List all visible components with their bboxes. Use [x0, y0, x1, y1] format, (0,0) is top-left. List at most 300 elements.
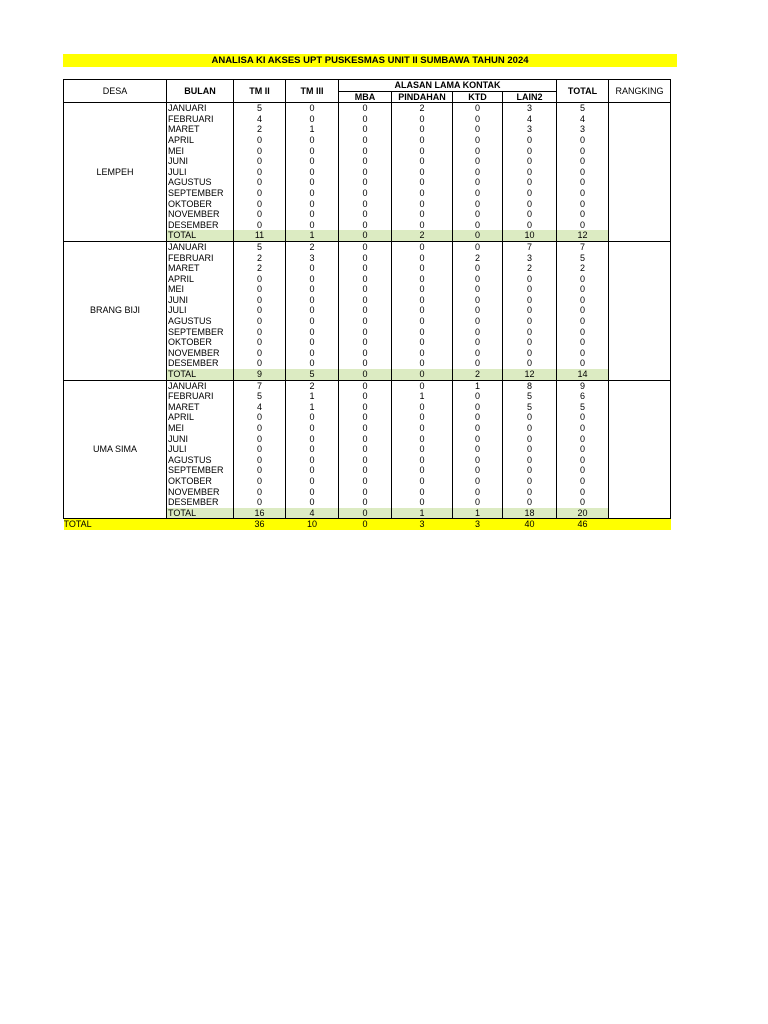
cell-total: 2 [557, 263, 609, 274]
cell-pindahan: 0 [392, 423, 453, 434]
cell-tm2: 2 [234, 253, 286, 264]
cell-ktd: 0 [453, 316, 503, 327]
cell-tm3: 0 [286, 455, 339, 466]
cell-ktd: 0 [453, 167, 503, 178]
cell-ktd: 0 [453, 402, 503, 413]
cell-lain2: 0 [503, 337, 557, 348]
cell-tm2: 0 [234, 487, 286, 498]
cell-pindahan: 0 [392, 114, 453, 125]
cell-ktd: 0 [453, 423, 503, 434]
cell-total: 5 [557, 103, 609, 114]
month-cell: JULI [167, 444, 234, 455]
cell-ktd: 0 [453, 412, 503, 423]
cell-pindahan: 0 [392, 337, 453, 348]
table-row [64, 380, 671, 391]
cell-tm3: 0 [286, 114, 339, 125]
month-cell: OKTOBER [167, 337, 234, 348]
cell-ktd: 0 [453, 114, 503, 125]
cell-tm2: 2 [234, 263, 286, 274]
month-cell: APRIL [167, 135, 234, 146]
grand-total-label: TOTAL [64, 519, 167, 530]
cell-mba: 0 [339, 199, 392, 210]
cell-mba: 0 [339, 305, 392, 316]
cell-mba: 0 [339, 402, 392, 413]
cell-lain2: 0 [503, 156, 557, 167]
village-name: LEMPEH [64, 103, 167, 242]
cell-total: 0 [557, 209, 609, 220]
header-rangking: RANGKING [609, 80, 671, 103]
cell-lain2: 12 [503, 369, 557, 380]
cell-tm2: 5 [234, 391, 286, 402]
cell-mba: 0 [339, 508, 392, 519]
cell-tm3: 1 [286, 391, 339, 402]
cell-pindahan: 2 [392, 230, 453, 241]
cell-total: 0 [557, 444, 609, 455]
cell-ktd: 0 [453, 476, 503, 487]
month-cell: FEBRUARI [167, 114, 234, 125]
cell-lain2: 0 [503, 444, 557, 455]
month-cell: MARET [167, 124, 234, 135]
month-cell: JANUARI [167, 241, 234, 252]
cell-pindahan: 0 [392, 167, 453, 178]
cell-tm3: 0 [286, 135, 339, 146]
cell-lain2: 0 [503, 135, 557, 146]
cell-total: 0 [557, 177, 609, 188]
cell-mba: 0 [339, 124, 392, 135]
cell-pindahan: 0 [392, 188, 453, 199]
cell-tm3: 0 [286, 167, 339, 178]
cell-ktd: 0 [453, 305, 503, 316]
cell-ktd: 0 [453, 220, 503, 231]
cell-lain2: 0 [503, 274, 557, 285]
cell-tm2: 0 [234, 316, 286, 327]
cell-tm3: 0 [286, 209, 339, 220]
month-cell: NOVEMBER [167, 348, 234, 359]
header-pindahan: PINDAHAN [392, 91, 453, 103]
month-cell: APRIL [167, 274, 234, 285]
cell-ktd: 0 [453, 199, 503, 210]
cell-ktd: 0 [453, 465, 503, 476]
cell-tm3: 0 [286, 337, 339, 348]
cell-lain2: 5 [503, 402, 557, 413]
cell-total: 14 [557, 369, 609, 380]
cell-mba: 0 [339, 230, 392, 241]
cell-tm3: 2 [286, 241, 339, 252]
cell-pindahan: 1 [392, 508, 453, 519]
cell-mba: 0 [339, 497, 392, 508]
month-cell: DESEMBER [167, 358, 234, 369]
cell-mba: 0 [339, 412, 392, 423]
month-cell: DESEMBER [167, 220, 234, 231]
cell-ktd: 0 [453, 391, 503, 402]
cell-pindahan: 0 [392, 455, 453, 466]
month-cell: FEBRUARI [167, 253, 234, 264]
month-cell: JANUARI [167, 380, 234, 391]
grand-total-tm3: 10 [286, 519, 339, 530]
cell-mba: 0 [339, 476, 392, 487]
month-cell: APRIL [167, 412, 234, 423]
cell-ktd: 0 [453, 444, 503, 455]
cell-lain2: 2 [503, 263, 557, 274]
cell-ktd: 0 [453, 124, 503, 135]
cell-lain2: 5 [503, 391, 557, 402]
cell-tm3: 0 [286, 220, 339, 231]
cell-tm3: 0 [286, 316, 339, 327]
cell-lain2: 0 [503, 209, 557, 220]
cell-lain2: 0 [503, 348, 557, 359]
cell-tm3: 3 [286, 253, 339, 264]
cell-lain2: 18 [503, 508, 557, 519]
grand-total-empty [167, 519, 234, 530]
cell-ktd: 0 [453, 241, 503, 252]
month-cell: AGUSTUS [167, 455, 234, 466]
cell-ktd: 0 [453, 135, 503, 146]
cell-lain2: 0 [503, 284, 557, 295]
cell-mba: 0 [339, 274, 392, 285]
cell-total: 3 [557, 124, 609, 135]
month-cell: TOTAL [167, 369, 234, 380]
cell-mba: 0 [339, 295, 392, 306]
cell-mba: 0 [339, 358, 392, 369]
cell-total: 0 [557, 423, 609, 434]
cell-pindahan: 0 [392, 444, 453, 455]
cell-total: 7 [557, 241, 609, 252]
cell-mba: 0 [339, 380, 392, 391]
cell-ktd: 1 [453, 508, 503, 519]
cell-mba: 0 [339, 188, 392, 199]
month-cell: SEPTEMBER [167, 465, 234, 476]
cell-lain2: 0 [503, 146, 557, 157]
cell-total: 0 [557, 167, 609, 178]
cell-lain2: 0 [503, 423, 557, 434]
cell-pindahan: 0 [392, 476, 453, 487]
cell-pindahan: 0 [392, 209, 453, 220]
cell-lain2: 0 [503, 487, 557, 498]
cell-ktd: 0 [453, 263, 503, 274]
cell-lain2: 0 [503, 220, 557, 231]
cell-tm3: 0 [286, 412, 339, 423]
cell-lain2: 3 [503, 103, 557, 114]
cell-tm3: 0 [286, 177, 339, 188]
month-cell: OKTOBER [167, 476, 234, 487]
cell-total: 0 [557, 348, 609, 359]
cell-tm2: 0 [234, 295, 286, 306]
cell-pindahan: 0 [392, 124, 453, 135]
grand-total-lain2: 40 [503, 519, 557, 530]
cell-lain2: 10 [503, 230, 557, 241]
cell-lain2: 0 [503, 465, 557, 476]
month-cell: SEPTEMBER [167, 188, 234, 199]
header-row-1 [64, 80, 671, 92]
cell-tm3: 0 [286, 156, 339, 167]
cell-tm3: 0 [286, 348, 339, 359]
cell-tm2: 0 [234, 188, 286, 199]
cell-tm3: 0 [286, 199, 339, 210]
cell-lain2: 0 [503, 199, 557, 210]
cell-pindahan: 0 [392, 487, 453, 498]
cell-pindahan: 0 [392, 327, 453, 338]
cell-mba: 0 [339, 391, 392, 402]
grand-total-total: 46 [557, 519, 609, 530]
cell-lain2: 0 [503, 316, 557, 327]
cell-tm2: 0 [234, 177, 286, 188]
cell-tm2: 0 [234, 220, 286, 231]
month-cell: AGUSTUS [167, 177, 234, 188]
cell-tm3: 0 [286, 487, 339, 498]
header-mba: MBA [339, 91, 392, 103]
cell-tm2: 0 [234, 135, 286, 146]
grand-total-ktd: 3 [453, 519, 503, 530]
cell-pindahan: 0 [392, 380, 453, 391]
cell-mba: 0 [339, 337, 392, 348]
cell-mba: 0 [339, 369, 392, 380]
month-cell: JULI [167, 167, 234, 178]
cell-pindahan: 0 [392, 369, 453, 380]
cell-total: 5 [557, 253, 609, 264]
cell-ktd: 0 [453, 146, 503, 157]
cell-total: 5 [557, 402, 609, 413]
month-cell: AGUSTUS [167, 316, 234, 327]
report-title: ANALISA KI AKSES UPT PUSKESMAS UNIT II SUMBAWA TAHUN 2024 [63, 54, 677, 67]
cell-total: 0 [557, 358, 609, 369]
cell-tm2: 5 [234, 103, 286, 114]
cell-total: 0 [557, 305, 609, 316]
month-cell: NOVEMBER [167, 487, 234, 498]
cell-total: 0 [557, 434, 609, 445]
cell-lain2: 0 [503, 188, 557, 199]
cell-tm2: 0 [234, 199, 286, 210]
cell-tm2: 4 [234, 114, 286, 125]
cell-total: 0 [557, 497, 609, 508]
cell-ktd: 0 [453, 103, 503, 114]
cell-tm2: 0 [234, 284, 286, 295]
cell-tm2: 0 [234, 465, 286, 476]
cell-total: 0 [557, 135, 609, 146]
cell-tm3: 0 [286, 423, 339, 434]
cell-lain2: 3 [503, 124, 557, 135]
cell-pindahan: 0 [392, 177, 453, 188]
month-cell: FEBRUARI [167, 391, 234, 402]
cell-lain2: 7 [503, 241, 557, 252]
cell-ktd: 0 [453, 337, 503, 348]
cell-tm2: 0 [234, 337, 286, 348]
cell-tm2: 7 [234, 380, 286, 391]
cell-tm2: 4 [234, 402, 286, 413]
cell-ktd: 0 [453, 497, 503, 508]
month-cell: JANUARI [167, 103, 234, 114]
cell-tm2: 0 [234, 167, 286, 178]
cell-ktd: 0 [453, 434, 503, 445]
cell-tm3: 5 [286, 369, 339, 380]
cell-tm3: 0 [286, 263, 339, 274]
cell-pindahan: 0 [392, 497, 453, 508]
cell-tm3: 0 [286, 444, 339, 455]
cell-tm2: 0 [234, 444, 286, 455]
cell-total: 0 [557, 455, 609, 466]
cell-lain2: 0 [503, 295, 557, 306]
table-row [64, 103, 671, 114]
header-total: TOTAL [557, 80, 609, 103]
cell-lain2: 0 [503, 434, 557, 445]
cell-total: 0 [557, 412, 609, 423]
cell-lain2: 0 [503, 497, 557, 508]
cell-ktd: 0 [453, 295, 503, 306]
cell-lain2: 0 [503, 167, 557, 178]
cell-tm3: 1 [286, 124, 339, 135]
grand-total-pindahan: 3 [392, 519, 453, 530]
cell-tm2: 11 [234, 230, 286, 241]
cell-tm3: 0 [286, 497, 339, 508]
cell-pindahan: 0 [392, 146, 453, 157]
cell-mba: 0 [339, 487, 392, 498]
cell-tm2: 0 [234, 274, 286, 285]
cell-pindahan: 0 [392, 358, 453, 369]
cell-pindahan: 0 [392, 412, 453, 423]
rangking-cell [609, 241, 671, 380]
cell-mba: 0 [339, 327, 392, 338]
cell-tm2: 0 [234, 358, 286, 369]
cell-mba: 0 [339, 465, 392, 476]
cell-mba: 0 [339, 135, 392, 146]
cell-mba: 0 [339, 156, 392, 167]
cell-mba: 0 [339, 434, 392, 445]
cell-mba: 0 [339, 455, 392, 466]
cell-total: 0 [557, 476, 609, 487]
header-tm3: TM III [286, 80, 339, 103]
grand-total-tm2: 36 [234, 519, 286, 530]
cell-lain2: 0 [503, 412, 557, 423]
month-cell: TOTAL [167, 230, 234, 241]
month-cell: JULI [167, 305, 234, 316]
cell-tm3: 1 [286, 402, 339, 413]
cell-ktd: 0 [453, 177, 503, 188]
cell-mba: 0 [339, 241, 392, 252]
cell-total: 0 [557, 337, 609, 348]
cell-pindahan: 0 [392, 241, 453, 252]
cell-mba: 0 [339, 348, 392, 359]
month-cell: SEPTEMBER [167, 327, 234, 338]
header-bulan: BULAN [167, 80, 234, 103]
month-cell: MEI [167, 423, 234, 434]
cell-pindahan: 0 [392, 305, 453, 316]
village-name: UMA SIMA [64, 380, 167, 519]
cell-tm3: 0 [286, 358, 339, 369]
cell-pindahan: 0 [392, 348, 453, 359]
cell-lain2: 0 [503, 305, 557, 316]
cell-mba: 0 [339, 114, 392, 125]
cell-ktd: 0 [453, 284, 503, 295]
cell-tm3: 0 [286, 146, 339, 157]
cell-tm2: 2 [234, 124, 286, 135]
cell-mba: 0 [339, 167, 392, 178]
cell-pindahan: 0 [392, 220, 453, 231]
cell-ktd: 0 [453, 348, 503, 359]
cell-tm3: 0 [286, 274, 339, 285]
cell-pindahan: 0 [392, 434, 453, 445]
cell-mba: 0 [339, 444, 392, 455]
cell-tm2: 0 [234, 412, 286, 423]
month-cell: TOTAL [167, 508, 234, 519]
month-cell: MARET [167, 263, 234, 274]
cell-mba: 0 [339, 103, 392, 114]
cell-mba: 0 [339, 316, 392, 327]
cell-total: 20 [557, 508, 609, 519]
cell-tm2: 0 [234, 476, 286, 487]
cell-total: 0 [557, 284, 609, 295]
cell-pindahan: 0 [392, 465, 453, 476]
cell-tm2: 9 [234, 369, 286, 380]
month-cell: MARET [167, 402, 234, 413]
cell-pindahan: 0 [392, 263, 453, 274]
cell-ktd: 0 [453, 188, 503, 199]
cell-pindahan: 0 [392, 274, 453, 285]
cell-mba: 0 [339, 263, 392, 274]
village-name: BRANG BIJI [64, 241, 167, 380]
cell-tm3: 0 [286, 305, 339, 316]
cell-pindahan: 0 [392, 135, 453, 146]
cell-pindahan: 0 [392, 402, 453, 413]
cell-total: 0 [557, 316, 609, 327]
cell-tm2: 0 [234, 455, 286, 466]
month-cell: NOVEMBER [167, 209, 234, 220]
cell-tm2: 16 [234, 508, 286, 519]
cell-tm2: 0 [234, 156, 286, 167]
cell-lain2: 3 [503, 253, 557, 264]
cell-mba: 0 [339, 209, 392, 220]
report-table [63, 79, 671, 530]
cell-mba: 0 [339, 253, 392, 264]
rangking-cell [609, 103, 671, 242]
month-cell: JUNI [167, 295, 234, 306]
cell-ktd: 0 [453, 274, 503, 285]
cell-mba: 0 [339, 177, 392, 188]
month-cell: MEI [167, 284, 234, 295]
cell-tm3: 0 [286, 188, 339, 199]
cell-lain2: 0 [503, 476, 557, 487]
cell-lain2: 8 [503, 380, 557, 391]
cell-lain2: 0 [503, 358, 557, 369]
cell-total: 0 [557, 465, 609, 476]
header-tm2: TM II [234, 80, 286, 103]
header-ktd: KTD [453, 91, 503, 103]
cell-tm2: 0 [234, 209, 286, 220]
cell-pindahan: 0 [392, 199, 453, 210]
cell-total: 0 [557, 295, 609, 306]
cell-total: 9 [557, 380, 609, 391]
cell-total: 0 [557, 146, 609, 157]
month-cell: JUNI [167, 156, 234, 167]
cell-total: 0 [557, 274, 609, 285]
cell-tm3: 0 [286, 103, 339, 114]
cell-total: 6 [557, 391, 609, 402]
cell-tm2: 5 [234, 241, 286, 252]
cell-total: 0 [557, 220, 609, 231]
cell-total: 0 [557, 188, 609, 199]
cell-pindahan: 0 [392, 156, 453, 167]
header-desa: DESA [64, 80, 167, 103]
cell-mba: 0 [339, 220, 392, 231]
cell-pindahan: 0 [392, 295, 453, 306]
cell-tm2: 0 [234, 434, 286, 445]
header-alasan: ALASAN LAMA KONTAK [339, 80, 557, 92]
cell-total: 12 [557, 230, 609, 241]
cell-ktd: 0 [453, 230, 503, 241]
cell-ktd: 0 [453, 209, 503, 220]
cell-pindahan: 1 [392, 391, 453, 402]
cell-tm3: 0 [286, 295, 339, 306]
cell-tm2: 0 [234, 146, 286, 157]
cell-tm3: 0 [286, 476, 339, 487]
